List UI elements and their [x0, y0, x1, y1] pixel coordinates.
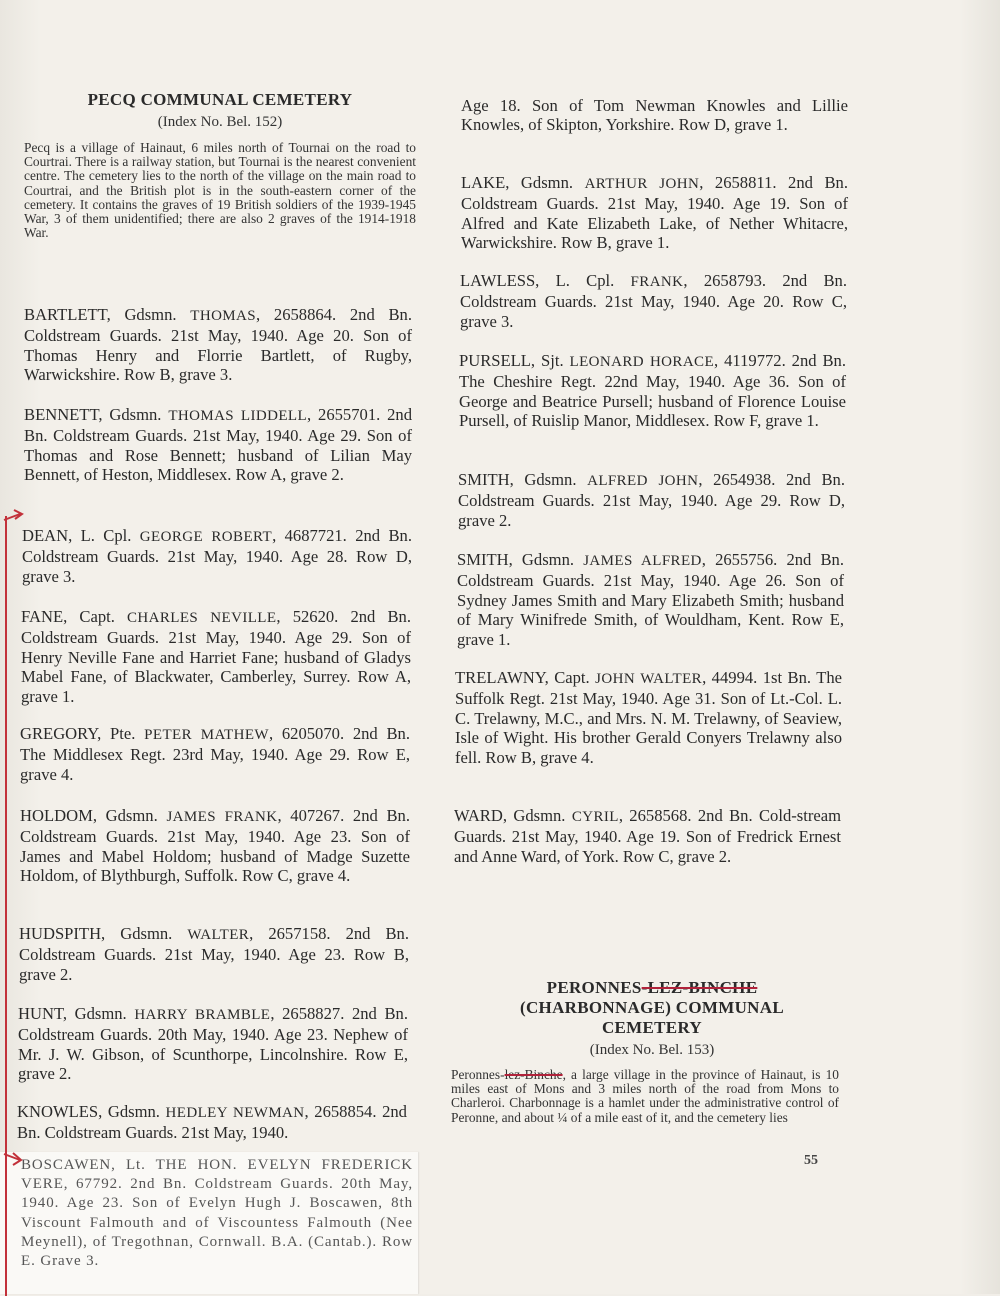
entry-surname: PURSELL, Sjt. [459, 351, 564, 370]
section-intro-pecq: Pecq is a village of Hainaut, 6 miles north of Tournai on the road to Courtrai. There is a railway station, but Tournai is the nearest convenient centre. The cemetery lies to the north of the village on the main road to Courtrai, and the British plot is in the south-eastern corner of the cemetery. It contains the graves of 19 British soldiers of the 1939-1945 War, 3 of them unidentified; there are also 2 graves of the 1914-1918 War. [24, 140, 416, 241]
entry-pursell [459, 351, 846, 431]
entry-smith-alfred [458, 470, 845, 530]
entry-details: , 52620. 2nd Bn. Coldstream Guards. 21st May, 1940. Age 29. Son of Henry Neville Fane and Harriet Fane; husband of Gladys Mabel Fane, of Blackwater, Camberley, Surrey. Row A, grave 1. [21, 607, 411, 706]
entry-details: , 2657158. 2nd Bn. Coldstream Guards. 21st May, 1940. Age 23. Row B, grave 2. [19, 924, 409, 984]
entry-surname: SMITH, Gdsmn. [457, 550, 575, 569]
annotation-vertical-line [5, 516, 7, 1296]
entry-forenames: HEDLEY NEWMAN [165, 1105, 305, 1121]
entry-forenames: GEORGE ROBERT [139, 529, 273, 545]
entry-surname: LAKE, Gdsmn. [461, 173, 574, 192]
entry-surname: HUNT, Gdsmn. [18, 1004, 127, 1023]
entry-forenames: FRANK [630, 274, 684, 290]
entry-forenames: THOMAS [190, 308, 257, 324]
entry-hudspith [19, 924, 409, 984]
entry-surname: DEAN, L. Cpl. [22, 526, 132, 545]
entry-details: , 6205070. 2nd Bn. The Middlesex Regt. 23rd May, 1940. Age 29. Row E, grave 4. [20, 724, 410, 784]
entry-details: , 2658811. 2nd Bn. Coldstream Guards. 21st May, 1940. Age 19. Son of Alfred and Kate Elizabeth Lake, of Nether Whitacre, Warwickshire. Row B, grave 1. [461, 173, 848, 253]
entry-details: , 2655701. 2nd Bn. Coldstream Guards. 21st May, 1940. Age 29. Son of Thomas and Rose Bennett; husband of Lilian May Bennett, of Heston, Middlesex. Row A, grave 2. [24, 405, 412, 485]
entry-surname: SMITH, Gdsmn. [458, 470, 577, 489]
entry-details: , 44994. 1st Bn. The Suffolk Regt. 21st May, 1940. Age 31. Son of Lt.-Col. L. C. Trelawny, M.C., and Mrs. N. M. Trelawny, of Seaview, Isle of Wight. His brother Gerald Conyers Trelawny also fell. Row B, grave 4. [455, 668, 842, 767]
section-title-peronnes [452, 978, 852, 1038]
title-struck-text: -LEZ-BINCHE [641, 978, 758, 997]
entry-bennett [24, 405, 412, 485]
intro-rest: , a large village in the province of Hainaut, is 10 miles east of Mons and 3 miles north of the road from Mons to Charleroi. Charbonnage is a hamlet under the administrative control of Peronne, and about ¼ of a mile east of it, and the cemetery lies [451, 1067, 839, 1125]
entry-details: , 2655756. 2nd Bn. Coldstream Guards. 21st May, 1940. Age 26. Son of Sydney James Smith and Mary Elizabeth Smith; husband of Mary Winifrede Smith, of Wouldham, Kent. Row E, grave 1. [457, 550, 844, 649]
entry-gregory [20, 724, 410, 784]
entry-details: , 2658854. 2nd Bn. Coldstream Guards. 21st May, 1940. [17, 1102, 407, 1143]
entry-forenames: THOMAS LIDDELL [168, 408, 308, 424]
entry-details: Age 18. Son of Tom Newman Knowles and Lillie Knowles, of Skipton, Yorkshire. Row D, grave 1. [461, 96, 848, 135]
entry-ward [454, 806, 841, 866]
title-line1: PERONNES [546, 978, 642, 997]
title-line2: (CHARBONNAGE) COMMUNAL [520, 998, 784, 1017]
entry-forenames: JAMES ALFRED [583, 553, 702, 569]
section-index-peronnes: (Index No. Bel. 153) [589, 1042, 715, 1058]
entry-forenames: JOHN WALTER [595, 671, 703, 687]
intro-struck-text: lez-Binche [504, 1067, 563, 1082]
entry-surname: HUDSPITH, Gdsmn. [19, 924, 173, 943]
entry-details: , 4119772. 2nd Bn. The Cheshire Regt. 22nd May, 1940. Age 36. Son of George and Beatrice Pursell; husband of Florence Louise Pursell, of Ruislip Manor, Middlesex. Row F, grave 1. [459, 351, 847, 431]
section-index-pecq: (Index No. Bel. 152) [157, 114, 283, 130]
intro-start: Peronnes- [451, 1067, 505, 1082]
entry-surname: LAWLESS, L. Cpl. [460, 271, 615, 290]
entry-forenames: LEONARD HORACE [569, 354, 715, 370]
annotation-arrow-icon-2 [2, 1148, 26, 1170]
entry-forenames: ARTHUR JOHN [584, 176, 700, 192]
entry-details: , 4687721. 2nd Bn. Coldstream Guards. 21st May, 1940. Age 28. Row D, grave 3. [22, 526, 412, 586]
entry-bartlett [24, 305, 412, 385]
entry-lawless [460, 271, 847, 331]
section-intro-peronnes [451, 1068, 839, 1125]
entry-details: , 2658793. 2nd Bn. Coldstream Guards. 21st May, 1940. Age 20. Row C, grave 3. [460, 271, 847, 331]
entry-knowles-continued [461, 96, 848, 135]
entry-details: , 2658568. 2nd Bn. Cold-stream Guards. 21st May, 1940. Age 19. Son of Fredrick Ernest and Anne Ward, of York. Row C, grave 2. [454, 806, 842, 866]
entry-surname: BENNETT, Gdsmn. [24, 405, 162, 424]
pasted-slip-text: BOSCAWEN, Lt. THE HON. EVELYN FREDERICK VERE, 67792. 2nd Bn. Coldstream Guards. 20th May, 1940. Age 23. Son of Evelyn Hugh J. Boscawen, 8th Viscount Falmouth and of Viscountess Falmouth (Nee Meynell), of Tregothnan, Cornwall. B.A. (Cantab.). Row E. Grave 3. [21, 1157, 413, 1270]
entry-details: , 2654938. 2nd Bn. Coldstream Guards. 21st May, 1940. Age 29. Row D, grave 2. [458, 470, 845, 530]
section-title-pecq: PECQ COMMUNAL CEMETERY [87, 90, 353, 109]
entry-surname: BARTLETT, Gdsmn. [24, 305, 177, 324]
entry-details: , 2658864. 2nd Bn. Coldstream Guards. 21st May, 1940. Age 20. Son of Thomas Henry and Florrie Bartlett, of Rugby, Warwickshire. Row B, grave 3. [24, 305, 412, 385]
entry-smith-james [457, 550, 844, 649]
entry-holdom [20, 806, 410, 886]
entry-hunt [18, 1004, 408, 1084]
entry-details: , 407267. 2nd Bn. Coldstream Guards. 21st May, 1940. Age 23. Son of James and Mabel Holdom; husband of Madge Suzette Holdom, of Blythburgh, Suffolk. Row C, grave 4. [20, 806, 410, 886]
entry-surname: TRELAWNY, Capt. [455, 668, 590, 687]
annotation-arrow-icon [2, 506, 26, 526]
page-number: 55 [804, 1153, 818, 1168]
title-line3: CEMETERY [601, 1018, 703, 1037]
entry-forenames: CYRIL [571, 809, 619, 825]
entry-surname: KNOWLES, Gdsmn. [17, 1102, 160, 1121]
entry-forenames: WALTER [187, 927, 250, 943]
entry-surname: GREGORY, Pte. [20, 724, 136, 743]
entry-surname: FANE, Capt. [21, 607, 115, 626]
entry-surname: WARD, Gdsmn. [454, 806, 566, 825]
entry-fane [21, 607, 411, 706]
entry-knowles [17, 1102, 407, 1143]
entry-surname: HOLDOM, Gdsmn. [20, 806, 158, 825]
entry-forenames: CHARLES NEVILLE [127, 610, 277, 626]
entry-forenames: HARRY BRAMBLE [134, 1007, 271, 1023]
entry-forenames: PETER MATHEW [144, 727, 269, 743]
entry-details: , 2658827. 2nd Bn. Coldstream Guards. 20th May, 1940. Age 23. Nephew of Mr. J. W. Gibson, of Scunthorpe, Lincolnshire. Row E, grave 2. [18, 1004, 408, 1084]
entry-lake [461, 173, 848, 253]
entry-dean [22, 526, 412, 586]
entry-trelawny [455, 668, 842, 767]
entry-forenames: ALFRED JOHN [587, 473, 699, 489]
entry-forenames: JAMES FRANK [166, 809, 278, 825]
